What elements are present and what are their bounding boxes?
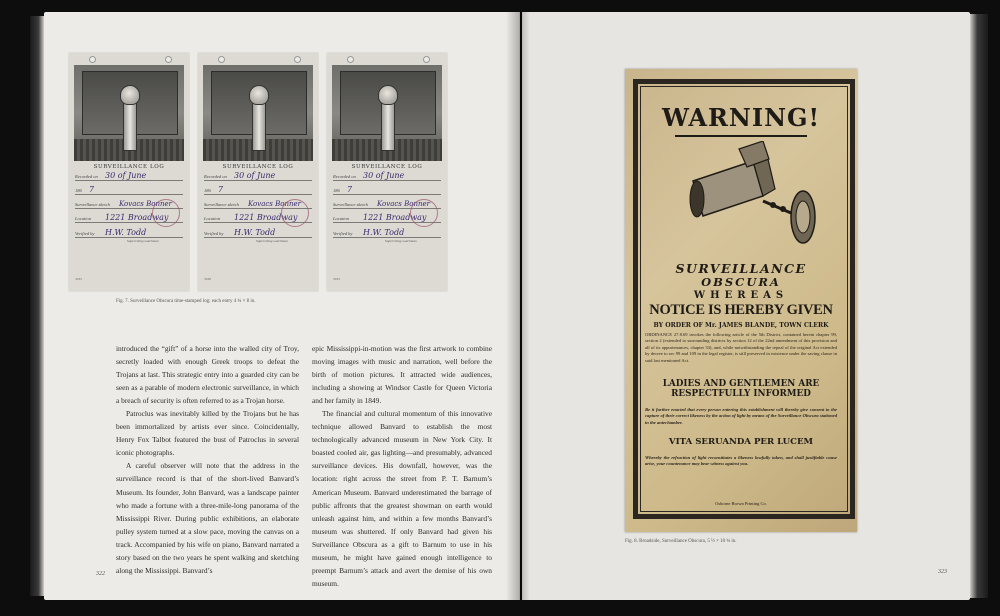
postmark-stamp (152, 199, 180, 227)
paragraph: The financial and cultural momentum of this innovative technique allowed Banvard to establish the most technologically advanced museum in New York City. It boasted cooled air, gas lighting—and presumably, advanced surveillance devices. His downfall, however, was the location: right across the street from P. T. Barnum’s American Museum. Banvard underestimated the barrage of public affronts that the greatest showman on earth would unleash against him, and within a few months Banvard’s museum was shuttered. If only Banvard had given his Surveillance Obscura as a gift to Barnum to use in his museum, he might have gained enough intelligence to preempt Barnum’s attack and avert the demise of his own museum. (312, 409, 492, 588)
log-title: SURVEILLANCE LOG (93, 164, 165, 170)
broadside-obscura: OBSCURA (701, 275, 781, 289)
punch-hole (165, 56, 172, 63)
page-number-right: 323 (938, 569, 947, 575)
log-row: 186 7 (75, 180, 183, 195)
broadside-ordinance: ORDINANCE 27.8.69 invokes the following article of the 5th District, contained herein chapter 99, section 2 (extended to surrounding districts by section 12 of the 22nd amendment of this provision and all of its appurtenances, chapter 33), and, while notwithstanding the repeal of the original Act extended by decree to sec 99 and 109 in the legal register, is still preserved in existence under the saving clause in said last mentioned Act. (645, 332, 837, 363)
broadside-printer: Osborne Brown Printing Co. (715, 501, 767, 506)
postmark-stamp (281, 199, 309, 227)
broadside-warning: WARNING! (661, 103, 821, 132)
log-number: 3185 (333, 277, 340, 281)
page-number-left: 322 (96, 571, 105, 577)
log-card-2: SURVEILLANCE LOG Recorded on 30 of June 186 7 Surveillance sketch Kovacs Bonner Location 1221 Broadway Verified by H.W. Todd Supervising watchman 3186 (198, 53, 318, 291)
log-title: SURVEILLANCE LOG (222, 164, 294, 170)
warning-broadside (625, 69, 857, 532)
punch-hole (294, 56, 301, 63)
log-row: 186 7 (333, 180, 441, 195)
log-row: Location 1221 Broadway (333, 208, 441, 223)
paragraph: Patroclus was inevitably killed by the Trojans but he has been immortalized by artists ever since. Coincidentally, Henry Fox Talbot featured the bust of Patroclus in several iconic photographs. (116, 409, 299, 458)
log-row: Surveillance sketch Kovacs Bonner (333, 194, 441, 209)
broadside-whereas: WHEREAS (693, 290, 789, 301)
book-gutter (506, 12, 530, 600)
broadside-further: Be it further enacted that every person entering this establishment will thereby give consent to the capture of their correct likeness by the action of light by means of the Surveillance Obscura stationed in the antechamber. (645, 407, 837, 425)
bust-photograph (203, 65, 313, 161)
postmark-stamp (410, 199, 438, 227)
log-row: Verified by H.W. Todd (75, 223, 183, 238)
log-row: 186 7 (204, 180, 312, 195)
broadside-surveillance: SURVEILLANCE (675, 261, 807, 276)
log-row: Surveillance sketch Kovacs Bonner (75, 194, 183, 209)
broadside-ladies: LADIES AND GENTLEMEN ARE RESPECTFULLY INFORMED (662, 379, 820, 399)
page-edge-right (970, 14, 988, 598)
page-edge-left (30, 16, 44, 596)
log-row: Location 1221 Broadway (204, 208, 312, 223)
punch-hole (218, 56, 225, 63)
broadside-order: BY ORDER OF Mr. JAMES BLANDE, TOWN CLERK (653, 322, 829, 329)
surveillance-camera-illustration (663, 141, 823, 261)
body-column-2 (312, 342, 492, 590)
punch-hole (423, 56, 430, 63)
log-card-3: SURVEILLANCE LOG Recorded on 30 of June 186 7 Surveillance sketch Kovacs Bonner Location 1221 Broadway Verified by H.W. Todd Supervising watchman 3185 (327, 53, 447, 291)
divider (675, 135, 807, 137)
broadside-notice: NOTICE IS HEREBY GIVEN (649, 302, 833, 318)
figure-7-caption: Fig. 7. Surveillance Obscura time-stamped log; each entry 4 ¾ × 8 in. (116, 299, 256, 304)
log-number: 3186 (204, 277, 211, 281)
log-title: SURVEILLANCE LOG (351, 164, 423, 170)
log-row: Recorded on 30 of June (333, 166, 441, 181)
log-row: Surveillance sketch Kovacs Bonner (204, 194, 312, 209)
surveillance-log-cards (69, 53, 454, 296)
paragraph: epic Mississippi-in-motion was the first artwork to combine moving images with music and narration, well before the birth of motion pictures. It attracted wide audiences, including a showing at Windsor Castle for Queen Victoria and her family in 1849. (312, 344, 492, 406)
log-row: Location 1221 Broadway (75, 208, 183, 223)
log-row: Verified by H.W. Todd (204, 223, 312, 238)
broadside-whereby: Whereby the refraction of light reconstitutes a likeness lawfully taken, and shall justifiable cause arise, your countenance may bear witness against you. (645, 455, 837, 467)
log-card-1: SURVEILLANCE LOG Recorded on 30 of June 186 7 Surveillance sketch Kovacs Bonner Location 1221 Broadway Verified by H.W. Todd Supervising watchman 3185 (69, 53, 189, 291)
log-row: Recorded on 30 of June (75, 166, 183, 181)
log-number: 3185 (75, 277, 82, 281)
punch-hole (347, 56, 354, 63)
paragraph: A careful observer will note that the address in the surveillance record is that of the short-lived Banvard’s Museum. Its founder, John Banvard, was a landscape painter who made a fortune with a three-mile-long panorama of the Mississippi River. During public exhibitions, an elaborate pulley system turned at a slow pace, moving the canvas on a track. Accompanied by his wife on piano, Banvard narrated a story based on the two years he spent walking and sketching along the Mississippi. Banvard’s (116, 461, 299, 575)
broadside-vita: VITA SERUANDA PER LUCEM (668, 437, 814, 447)
paragraph: introduced the “gift” of a horse into the walled city of Troy, secretly loaded with enough Greek troops to defeat the Trojans at last. This strategic entry into a guarded city can be seen as a parable of modern electronic surveillance, in which a breach of security is often referred to as a Trojan horse. (116, 344, 299, 406)
log-row: Verified by H.W. Todd (333, 223, 441, 238)
bust-photograph (74, 65, 184, 161)
log-row: Recorded on 30 of June (204, 166, 312, 181)
body-column-1 (116, 342, 299, 577)
punch-hole (89, 56, 96, 63)
bust-photograph (332, 65, 442, 161)
figure-8-caption: Fig. 8. Broadside, Surveillance Obscura, 5 ½ × 10 ¾ in. (625, 539, 737, 544)
